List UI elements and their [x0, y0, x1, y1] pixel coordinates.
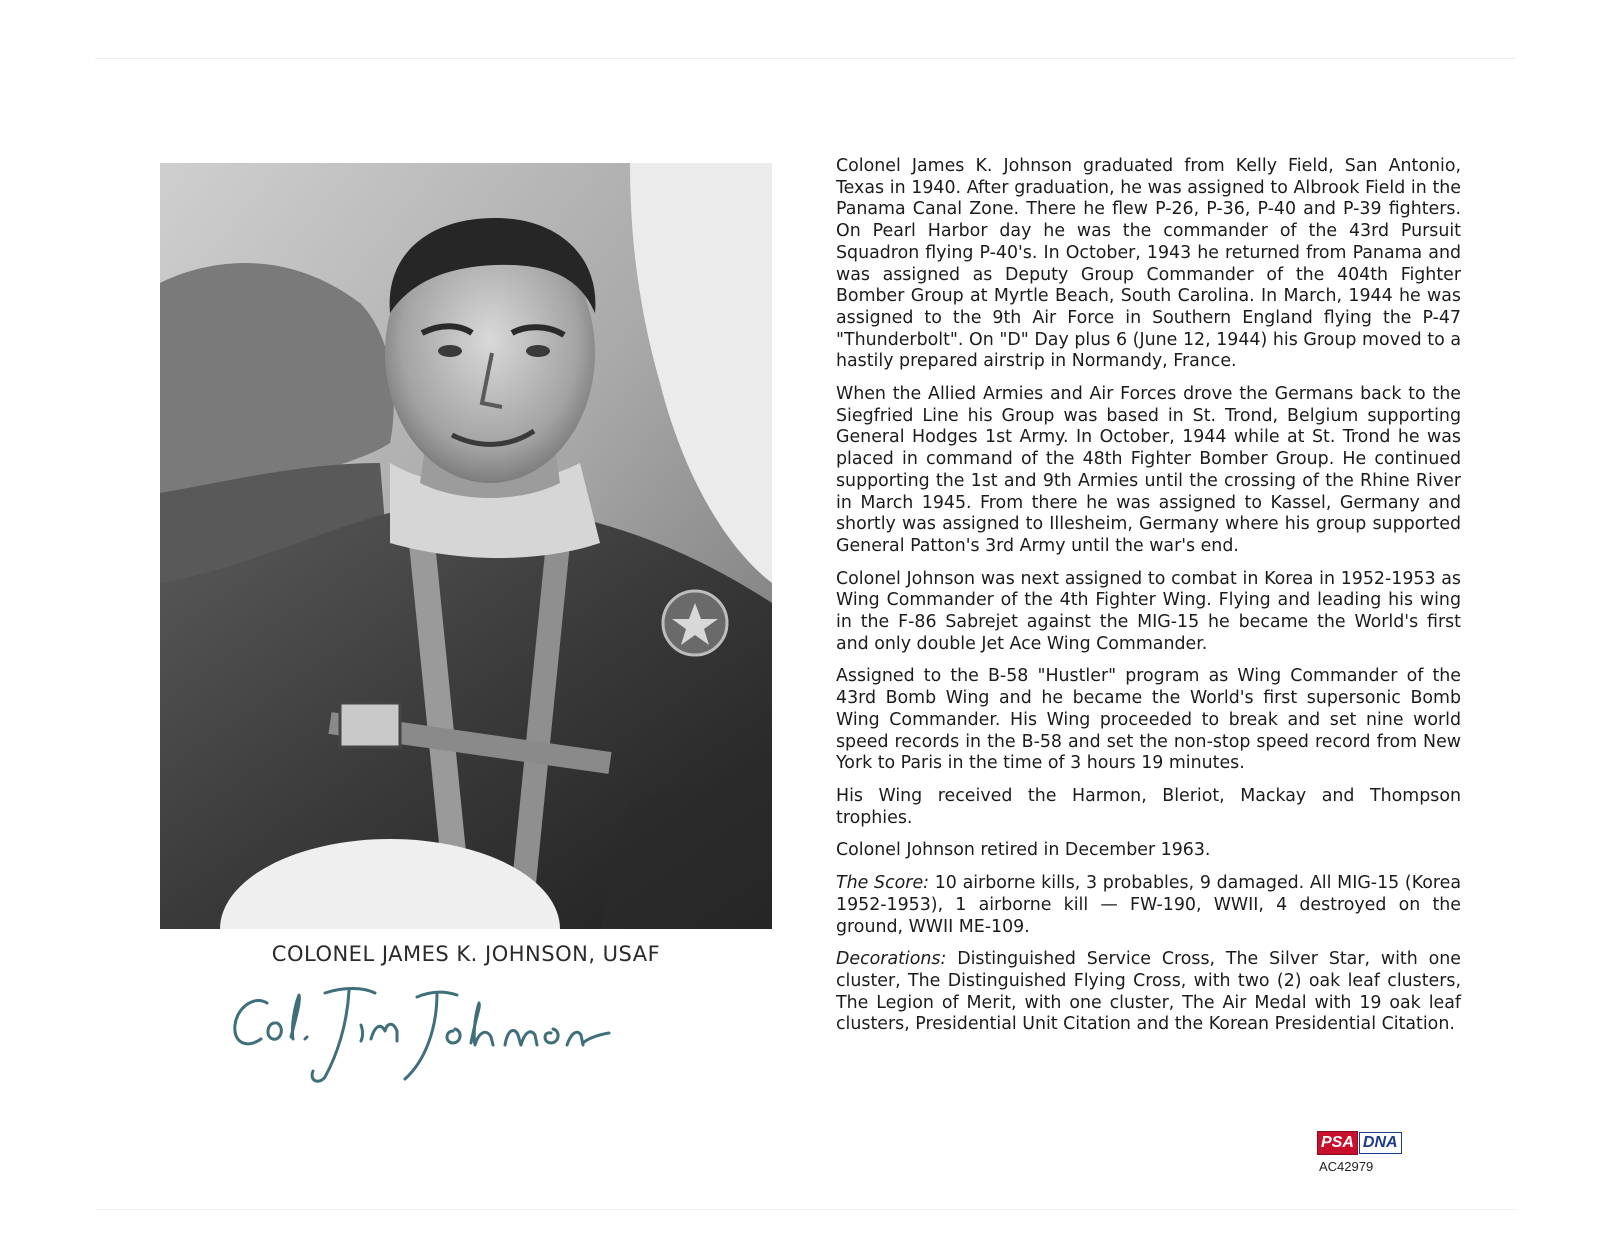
bio-paragraph-score [836, 873, 1461, 938]
score-text: 10 airborne kills, 3 probables, 9 damaged. All MIG-15 (Korea 1952-1953), 1 airborne kill — FW-190, WWII, 4 destroyed on the ground, WWII ME-109. [836, 873, 1461, 937]
decorations-text: Distinguished Service Cross, The Silver Star, with one cluster, The Distinguished Flying Cross, with two (2) oak leaf clusters, The Legion of Merit, with one cluster, The Air Medal with 19 oak leaf clusters, Presidential Unit Citation and the Korean Presidential Citation. [836, 949, 1461, 1035]
bio-paragraph-europe: When the Allied Armies and Air Forces drove the Germans back to the Siegfried Line his Group was based in St. Trond, Belgium supporting General Hodges 1st Army. In October, 1944 while at St. Trond he was placed in command of the 48th Fighter Bomber Group. He continued supporting the 1st and 9th Armies until the crossing of the Rhine River in March 1945. From there he was assigned to Kassel, Germany and shortly was assigned to Illesheim, Germany where his group supported General Patton's 3rd Army until the war's end. [836, 384, 1461, 556]
bio-paragraph-trophies: His Wing received the Harmon, Bleriot, Mackay and Thompson trophies. [836, 785, 1461, 828]
dna-logo-text: DNA [1359, 1132, 1402, 1154]
psa-dna-logo [1317, 1132, 1407, 1154]
score-label: The Score: [836, 873, 930, 894]
bio-paragraph-retirement: Colonel Johnson retired in December 1963. [836, 840, 1211, 861]
authentication-code: AC42979 [1319, 1159, 1374, 1174]
biography-text [836, 156, 1461, 1047]
portrait-photo [160, 163, 772, 929]
bio-paragraph-decorations [836, 949, 1461, 1036]
photo-caption: COLONEL JAMES K. JOHNSON, USAF [271, 942, 661, 966]
bio-paragraph-b58: Assigned to the B-58 "Hustler" program as Wing Commander of the 43rd Bomb Wing and he became the World's first supersonic Bomb Wing Commander. His Wing proceeded to break and set nine world speed records in the B-58 and set the non-stop speed record from New York to Paris in the time of 3 hours 19 minutes. [836, 666, 1461, 774]
autograph-signature [225, 965, 625, 1085]
decorations-label: Decorations: [836, 949, 947, 970]
bio-paragraph-korea: Colonel Johnson was next assigned to combat in Korea in 1952-1953 as Wing Commander of the 4th Fighter Wing. Flying and leading his wing in the F-86 Sabrejet against the MIG-15 he became the World's first and only double Jet Ace Wing Commander. [836, 568, 1461, 654]
psa-logo-text: PSA [1317, 1131, 1358, 1155]
authentication-sticker [1317, 1132, 1407, 1182]
bio-paragraph-career-start: Colonel James K. Johnson graduated from Kelly Field, San Antonio, Texas in 1940. After graduation, he was assigned to Albrook Field in the Panama Canal Zone. There he flew P-26, P-36, P-40 and P-39 fighters. On Pearl Harbor day he was the commander of the 43rd Pursuit Squadron flying P-40's. In October, 1943 he returned from Panama and was assigned as Deputy Group Commander of the 404th Fighter Bomber Group at Myrtle Beach, South Carolina. In March, 1944 he was assigned to the 9th Air Force in Southern England flying the P-47 "Thunderbolt". On "D" Day plus 6 (June 12, 1944) his Group moved to a hastily prepared airstrip in Normandy, France. [836, 156, 1461, 372]
